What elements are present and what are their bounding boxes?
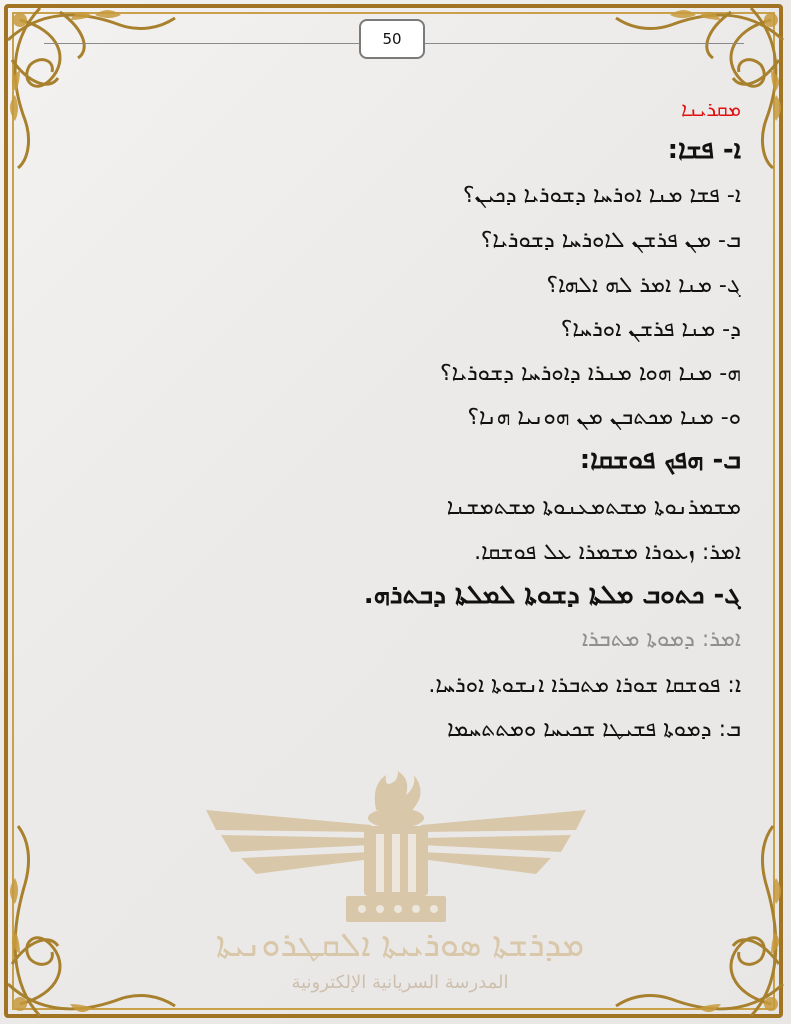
school-name-arabic: المدرسة السريانية الإلكترونية xyxy=(291,972,509,993)
question-2-example: ܐܡܪ: ܙܥܘܪܐ ܡܫܡܪܐ ܥܠ ܦܘܫܩܐ. xyxy=(474,540,741,565)
question-1-item-c: ܓ- ܡܢܐ ܐܡܪ ܠܗ ܐܠܗܐ؟ xyxy=(546,273,741,298)
question-1-item-d: ܕ- ܡܢܐ ܦܪܫܢ ܐܘܪܚܐ؟ xyxy=(560,317,741,342)
question-1-item-f: ܘ- ܡܢܐ ܡܟܬܒܢ ܡܢ ܗܘܢܝܐ ܗܢܐ؟ xyxy=(467,405,741,430)
page-number: 50 xyxy=(359,19,425,59)
question-1-item-e: ܗ- ܡܢܐ ܗܘܐ ܡܢܪܐ ܕܐܘܪܚܐ ܕܫܘܪܝܐ؟ xyxy=(439,361,741,386)
corner-ornament-bottom-left xyxy=(0,824,180,1024)
question-1-item-a: ܐ- ܦܫܐ ܡܢܐ ܐܘܪܚܐ ܕܫܘܪܝܐ ܕܟܝܢ؟ xyxy=(462,183,741,208)
question-3-item-a: ܐ: ܦܘܫܩܐ ܫܘܪܐ ܡܬܒܪܐ ܐܢܫܘܬܐ ܐܘܪܚܐ. xyxy=(428,673,741,698)
question-3-heading: ܓ- ܟܬܘܒ ܡܠܬܐ ܕܫܘܬܐ ܠܡܠܬܐ ܕܒܬܪܗ. xyxy=(363,580,741,610)
question-1-item-b: ܒ- ܡܢ ܦܪܫܢ ܠܐܘܪܚܐ ܕܫܘܪܝܐ؟ xyxy=(480,228,741,253)
question-2-heading: ܒ- ܗܦܟ ܦܘܫܩܐ: xyxy=(579,445,741,475)
corner-ornament-top-left xyxy=(0,0,180,170)
question-3-item-b: ܒ: ܕܡܘܬܐ ܦܫܝܛܐ ܫܟܝܚܐ ܘܡܬܬܚܡܐ xyxy=(447,717,741,742)
school-emblem-logo xyxy=(196,770,596,934)
question-3-example: ܐܡܪ: ܕܡܘܬܐ ܡܬܒܪܐ xyxy=(581,627,741,652)
corner-ornament-bottom-right xyxy=(611,824,791,1024)
school-name-syriac: ܡܕܪܫܬܐ ܣܘܪܝܝܬܐ ܐܠܩܛܪܘܢܝܬܐ xyxy=(215,925,585,965)
page-title: ܡܩܪܝܢܐ xyxy=(681,97,741,121)
question-2-words: ܡܫܡܪܢܘܬܐ ܡܫܬܡܥܢܘܬܐ ܡܫܬܡܫܢܐ xyxy=(446,495,741,520)
question-1-heading: ܐ- ܦܫܐ: xyxy=(667,135,741,165)
